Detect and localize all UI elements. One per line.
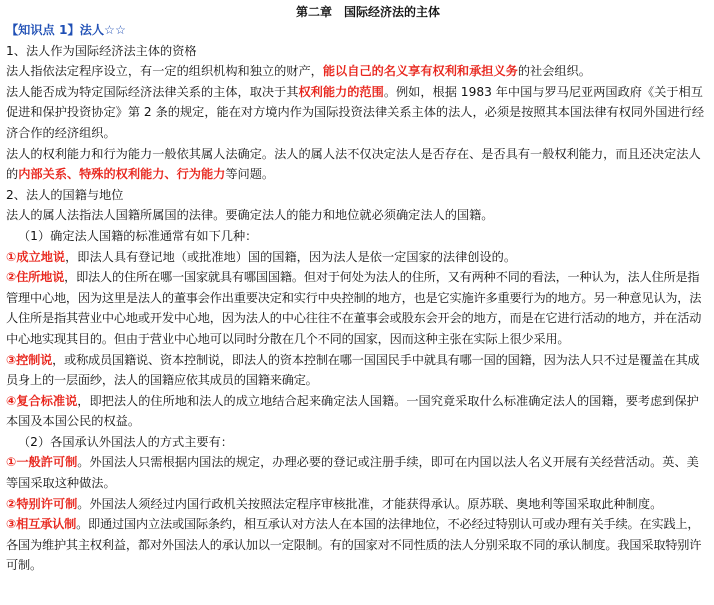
item-number: ② <box>6 496 17 511</box>
section1-heading: 1、法人作为国际经济法主体的资格 <box>6 43 197 58</box>
nationality-item-3 <box>6 350 710 391</box>
section2-intro: 法人的属人法指法人国籍所属国的法律。要确定法人的能力和地位就必须确定法人的国籍。 <box>6 208 494 223</box>
text-run: 。即通过国内立法或国际条约，相互承认对方法人在本国的法律地位，不必经过特别认可或办理有关手续。在实践上，各国为维护其主权利益，都对外国法人的承认加以一定限制。有的国家对不同性质的法人分别采取不同的承认制度。我国采取特别许可制。 <box>6 517 702 573</box>
section1-paragraph3 <box>6 144 710 185</box>
section2-heading: 2、法人的国籍与地位 <box>6 187 124 202</box>
text-run: 等问题。 <box>225 167 275 182</box>
text-run: 。例如，根据 1983 年中国与罗马尼亚两国政府《关于相互促进和保护投资协定》第 2 条的规定，能在对方境内作为国际投资法律关系主体的法人，必须是按照其本国法律有权同外国进行经济合作的经济组织。 <box>6 84 705 140</box>
recognition-item-2 <box>6 494 710 515</box>
highlight-text: 一般許可制 <box>16 455 78 470</box>
item-number: ① <box>6 249 17 264</box>
section1-paragraph2 <box>6 82 710 144</box>
star-rating: ☆☆ <box>104 23 126 37</box>
nationality-item-1 <box>6 247 710 268</box>
text-run: ，或称成员国籍说、资本控制说，即法人的资本控制在哪一国国民手中就具有哪一国的国籍，因为法人只不过是覆盖在其成员身上的一层面纱，法人的国籍应依其成员的国籍来确定。 <box>6 352 700 388</box>
chapter-title: 第二章 国际经济法的主体 <box>295 5 440 19</box>
highlight-text: 相互承认制 <box>16 517 77 532</box>
highlight-text: 能以自己的名义享有权利和承担义务 <box>322 64 518 79</box>
nationality-item-4 <box>6 391 710 432</box>
text-run: 的社会组织。 <box>517 64 591 79</box>
highlight-text: 住所地说 <box>16 270 65 285</box>
knowledge-point-label: 【知识点 1】 <box>6 23 80 37</box>
knowledge-point-title: 法人 <box>79 23 105 37</box>
item-number: ④ <box>6 393 17 408</box>
text-run: 。外国法人须经过内国行政机关按照法定程序审核批准，才能获得承认。原苏联、奥地利等国采取此种制度。 <box>77 496 663 511</box>
item-number: ③ <box>6 352 17 367</box>
highlight-text: 控制说 <box>16 352 53 367</box>
text-run: 法人的权利能力和行为能力一般依其属人法确定。法人的属人法不仅决定法人是否存在、是否具有一般权利能力，而且还决定法人的 <box>6 146 701 182</box>
highlight-text: 权利能力的范围 <box>298 84 384 99</box>
document-page <box>6 4 710 576</box>
text-run: ，即把法人的住所地和法人的成立地结合起来确定法人国籍。一国究竟采取什么标准确定法人的国籍，要考虑到保护本国及本国公民的权益。 <box>6 393 699 429</box>
highlight-text: 复合标准说 <box>16 393 78 408</box>
recognition-item-1 <box>6 452 710 493</box>
text-run: ，即法人具有登记地（或批准地）国的国籍，因为法人是依一定国家的法律创设的。 <box>65 249 517 264</box>
highlight-text: 成立地说 <box>16 249 66 264</box>
text-run: ，即法人的住所在哪一国家就具有哪国国籍。但对于何处为法人的住所，又有两种不同的看法，一种认为，法人住所是指管理中心地，因为这里是法人的董事会作出重要决定和实行中央控制的地方，也是它实施许多重要行为的地方。另一种意见认为，法人住所是指其营业中心地或开发中心地，因为法人的中心往往不在董事会或股东会开会的地方，而是在它进行活动的地方，并在活动中心地实现其目的。但由于营业中心地可以同时分散在几个不同的国家，因而这种主张在实际上很少采用。 <box>6 270 702 346</box>
text-run: 法人能否成为特定国际经济法律关系的主体，取决于其 <box>6 84 299 99</box>
highlight-text: 特别许可制 <box>16 496 78 511</box>
item-number: ② <box>6 270 17 285</box>
text-run: 。外国法人只需根据内国法的规定，办理必要的登记或注册手续，即可在内国以法人名义开展有关经营活动。英、美等国采取这种做法。 <box>6 455 699 491</box>
section1-paragraph1 <box>6 61 710 82</box>
text-run: 法人指依法定程序设立，有一定的组织机构和独立的财产， <box>6 64 323 79</box>
knowledge-point-heading <box>6 20 710 41</box>
item-number: ① <box>6 455 17 470</box>
highlight-text: 内部关系、特殊的权利能力、行为能力 <box>18 167 226 182</box>
nationality-item-2 <box>6 267 710 349</box>
recognition-item-3 <box>6 514 710 576</box>
subsection1-heading: （1）确定法人国籍的标准通常有如下几种： <box>18 228 258 243</box>
item-number: ③ <box>6 517 17 532</box>
subsection2-heading: （2）各国承认外国法人的方式主要有： <box>18 434 233 449</box>
